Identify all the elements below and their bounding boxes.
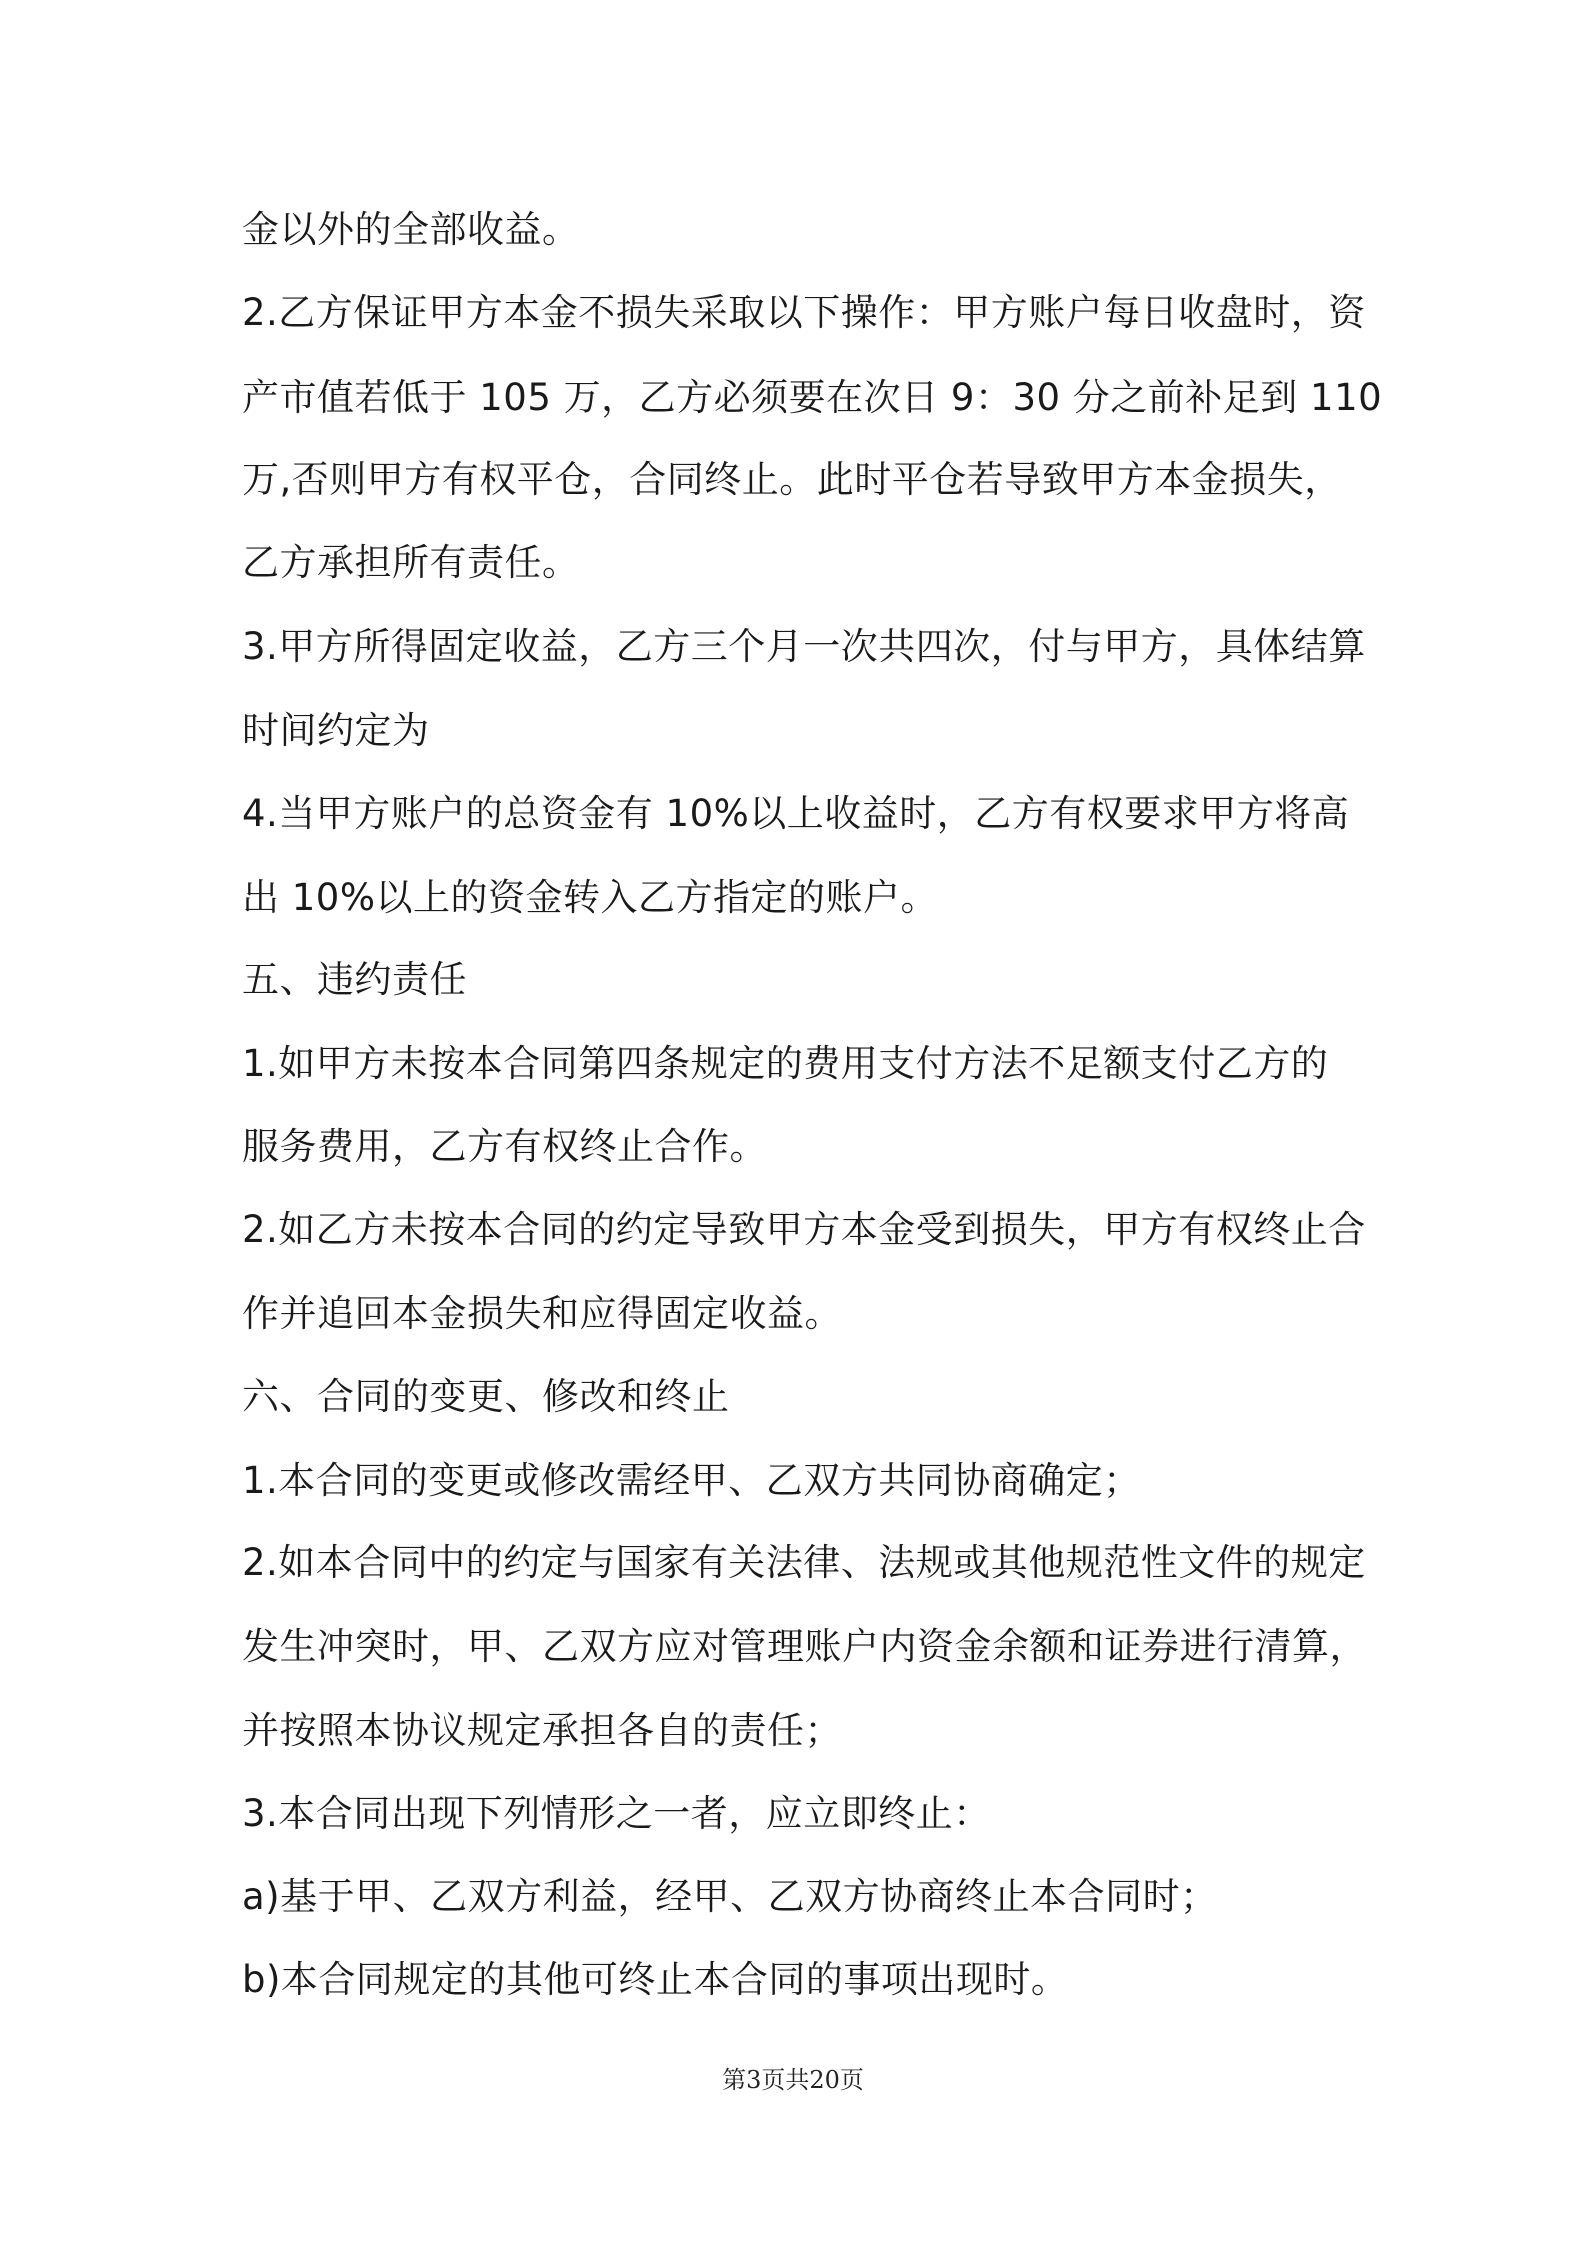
text-line: 2.乙方保证甲方本金不损失采取以下操作：甲方账户每日收盘时，资 — [242, 291, 1366, 334]
page-number: 第3页共20页 — [722, 2066, 864, 2094]
text-line: 2.如本合同中的约定与国家有关法律、法规或其他规范性文件的规定 — [242, 1541, 1366, 1584]
text-line: 发生冲突时，甲、乙双方应对管理账户内资金余额和证券进行清算， — [242, 1625, 1367, 1668]
text-line: 作并追回本金损失和应得固定收益。 — [242, 1292, 842, 1335]
text-line: 1.本合同的变更或修改需经甲、乙双方共同协商确定； — [242, 1459, 1141, 1502]
text-line: 2.如乙方未按本合同的约定导致甲方本金受到损失，甲方有权终止合 — [242, 1208, 1366, 1251]
text-line: 乙方承担所有责任。 — [242, 541, 580, 584]
text-line: 产市值若低于 105 万，乙方必须要在次日 9：30 分之前补足到 110 — [242, 376, 1383, 419]
text-line: 服务费用，乙方有权终止合作。 — [242, 1125, 767, 1168]
text-line: 万,否则甲方有权平仓，合同终止。此时平仓若导致甲方本金损失， — [242, 458, 1342, 501]
text-line: 4.当甲方账户的总资金有 10%以上收益时，乙方有权要求甲方将高 — [242, 792, 1350, 835]
text-line: 出 10%以上的资金转入乙方指定的账户。 — [242, 876, 938, 919]
text-line: 1.如甲方未按本合同第四条规定的费用支付方法不足额支付乙方的 — [242, 1042, 1329, 1085]
text-line: a)基于甲、乙双方利益，经甲、乙双方协商终止本合同时； — [242, 1875, 1218, 1918]
section-heading: 五、违约责任 — [242, 958, 467, 1001]
text-line: b)本合同规定的其他可终止本合同的事项出现时。 — [242, 1958, 1069, 2001]
text-line: 3.甲方所得固定收益，乙方三个月一次共四次，付与甲方，具体结算 — [242, 625, 1366, 668]
text-line: 时间约定为 — [242, 709, 430, 752]
text-line: 并按照本协议规定承担各自的责任； — [242, 1709, 842, 1752]
text-line: 金以外的全部收益。 — [242, 208, 580, 251]
text-line: 3.本合同出现下列情形之一者，应立即终止： — [242, 1792, 991, 1835]
section-heading: 六、合同的变更、修改和终止 — [242, 1375, 730, 1418]
